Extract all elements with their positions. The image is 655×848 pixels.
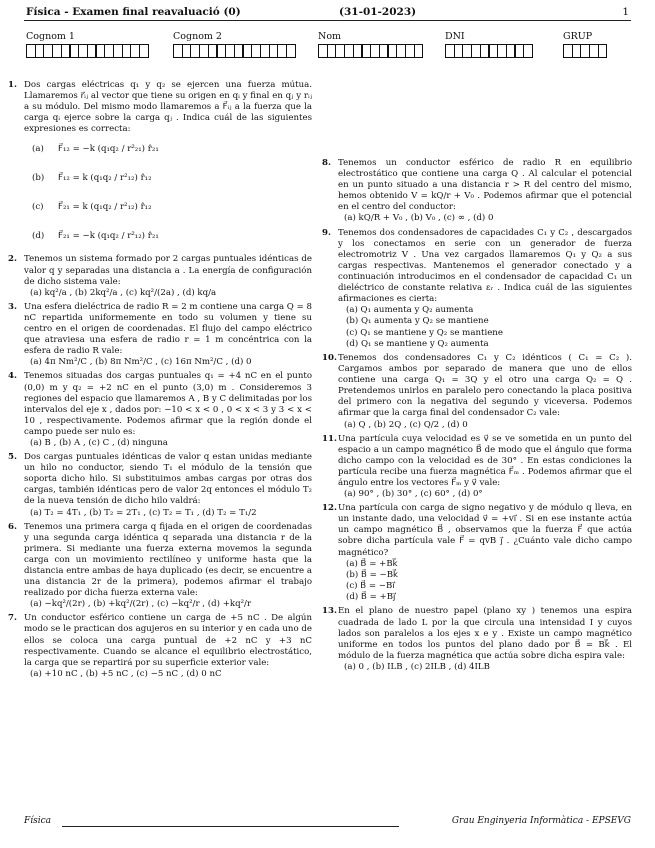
question-options: (a) Q , (b) 2Q , (c) Q/2 , (d) 0 xyxy=(344,419,468,430)
question-number: 13. xyxy=(322,606,337,617)
option-label: (c) xyxy=(32,202,44,213)
footer-rule xyxy=(62,826,399,827)
question-text: Dos cargas puntuales idénticas de valor q estan unidas mediante un hilo no conductor, siendo T₁ el módulo de la tensión que soporta dicho hilo. Si substituimos ambas cargas por otras dos cargas, también idénticas pero de valor 2q entonces el módulo T₂ de la nueva tensión de dicho hilo valdrá: xyxy=(24,452,312,507)
letter-box[interactable] xyxy=(139,44,149,58)
question-number: 1. xyxy=(8,80,17,90)
question-2 xyxy=(8,254,312,298)
left-column xyxy=(8,80,312,683)
question-text: Una partícula con carga de signo negativo y de módulo q lleva, en un instante dado, una velocidad v⃗ = +vı⃗ . Si en ese instante actúa un campo magnético B⃗ , observamos que la fuerza F⃗ que actúa sobre dicha partícula vale F⃗ = qvB ȷ⃗ . ¿Cuánto vale dicho campo magnético? xyxy=(338,503,632,558)
question-text: En el plano de nuestro papel (plano xy ) tenemos una espira cuadrada de lado L por la que circula una intensidad I y cuyos lados son paralelos a los ejes x e y . Existe un campo magnético uniforme en todos los puntos del plano dado por B⃗ = Bk⃗ . El módulo de la fuerza magnética que actúa sobre dicha espira vale: xyxy=(338,606,632,661)
option-d: (d) Q₁ se mantiene y Q₂ aumenta xyxy=(346,338,489,349)
question-number: 2. xyxy=(8,254,17,265)
field-cognom1 xyxy=(26,31,148,58)
question-8 xyxy=(322,158,632,225)
option-a xyxy=(24,135,312,164)
option-label: (d) xyxy=(32,231,45,242)
option-expr: F⃗₂₁ = k (q₁q₂ / r²₁₂) r̂₁₂ xyxy=(58,202,152,213)
footer-degree: Grau Enginyeria Informàtica - EPSEVG xyxy=(451,816,631,826)
option-c: (c) B⃗ = −Bı⃗ xyxy=(346,581,395,592)
question-number: 10. xyxy=(322,352,337,363)
option-c: (c) Q₁ se mantiene y Q₂ se mantiene xyxy=(346,327,503,338)
question-text: Tenemos dos condensadores de capacidades C₁ y C₂ , descargados y los conectamos en serie con un generador de fuerza electromotriz V . Una vez cargados llamaremos Q₁ y Q₂ a sus cargas respectivas. Mantenemos el generador conectado y a continuación introducimos en el condensador de capacidad C₁ un dieléctrico de constante relativa εᵣ . Indica cuál de las siguientes afirmaciones es cierta: xyxy=(338,227,632,305)
question-number: 12. xyxy=(322,503,337,514)
question-12 xyxy=(322,503,632,603)
letter-box[interactable] xyxy=(523,44,533,58)
footer-subject: Física xyxy=(24,816,52,826)
question-7 xyxy=(8,613,312,680)
option-label: (b) xyxy=(32,173,45,184)
option-a: (a) B⃗ = +Bk⃗ xyxy=(346,558,398,569)
question-number: 7. xyxy=(8,613,17,624)
field-label: Cognom 1 xyxy=(26,31,75,42)
exam-date: (31-01-2023) xyxy=(339,6,417,18)
field-label: Nom xyxy=(318,31,342,42)
question-number: 4. xyxy=(8,371,17,382)
question-options: (a) kQ/R + V₀ , (b) V₀ , (c) ∞ , (d) 0 xyxy=(344,213,494,224)
question-5 xyxy=(8,452,312,519)
question-text: Una esfera dieléctrica de radio R = 2 m contiene una carga Q = 8 nC repartida uniformemente en todo su volumen y tiene su centro en el origen de coordenadas. El flujo del campo eléctrico que atraviesa una esfera de radio r = 1 m concéntrica con la esfera de radio R vale: xyxy=(24,301,312,357)
option-c xyxy=(24,193,312,222)
question-options: (a) B , (b) A , (c) C , (d) ninguna xyxy=(30,437,168,448)
field-boxes[interactable] xyxy=(173,44,295,58)
question-text: Un conductor esférico contiene un carga de +5 nC . De algún modo se le practican dos agujeros en su interior y en cada uno de ellos se coloca una carga puntual de +2 nC y +3 nC respectivamente. Cuando se alcance el equilibrio electrostático, la carga que se repartirá por su superficie exterior vale: xyxy=(24,613,312,668)
option-expr: F⃗₂₁ = −k (q₁q₂ / r²₁₂) r̂₂₁ xyxy=(58,231,159,242)
field-dni xyxy=(445,31,532,58)
question-text: Tenemos situadas dos cargas puntuales q₁ = +4 nC en el punto (0,0) m y q₂ = +2 nC en el punto (3,0) m . Consideremos 3 regiones del espacio que llamaremos A , B y C delimitadas por los intervalos del eje x , dados por: −10 < x < 0 , 0 < x < 3 y 3 < x < 10 , respectivamente. Podemos afirmar que la región donde el campo puede ser nulo es: xyxy=(24,371,312,437)
question-options: (a) 0 , (b) ILB , (c) 2ILB , (d) 4ILB xyxy=(344,661,490,672)
option-expr: F⃗₁₂ = k (q₁q₂ / r²₁₂) r̂₁₂ xyxy=(58,173,152,184)
field-label: DNI xyxy=(445,31,465,42)
question-6 xyxy=(8,522,312,611)
field-label: Cognom 2 xyxy=(173,31,222,42)
question-3 xyxy=(8,302,312,369)
question-1 xyxy=(8,80,312,251)
question-text: Tenemos dos condensadores C₁ y C₂ idénticos ( C₁ = C₂ ). Cargamos ambos por separado de manera que uno de ellos contiene una carga Q₁ = 3Q y el otro una carga Q₂ = Q . Pretendemos unirlos en paralelo pero conectando la placa positiva del primero con la negativa del segundo y viceversa. Podemos afirmar que la carga final del condensador C₂ vale: xyxy=(338,352,632,419)
question-options xyxy=(338,559,632,604)
question-text: Tenemos una primera carga q fijada en el origen de coordenadas y una segunda carga idéntica q separada una distancia r de la primera. Si mediante una fuerza externa movemos la segunda carga con un movimiento rectilíneo y uniforme hasta que la distancia entre ambas de haya duplicado (es decir, se encuentre a una distancia 2r de la primera), podemos afirmar el trabajo realizado por dicha fuerza externa vale: xyxy=(24,521,312,599)
option-expr: F⃗₁₂ = −k (q₁q₂ / r²₂₁) r̂₂₁ xyxy=(58,144,159,155)
question-13 xyxy=(322,606,632,673)
question-number: 11. xyxy=(322,433,337,444)
field-grup xyxy=(563,31,607,58)
field-cognom2 xyxy=(173,31,295,58)
question-options: (a) T₂ = 4T₁ , (b) T₂ = 2T₁ , (c) T₂ = T₁ , (d) T₂ = T₁/2 xyxy=(30,507,257,518)
right-column xyxy=(322,158,632,676)
question-number: 9. xyxy=(322,227,331,238)
option-a: (a) Q₁ aumenta y Q₂ aumenta xyxy=(346,305,474,316)
question-4 xyxy=(8,371,312,449)
question-text: Una partícula cuya velocidad es v⃗ se ve sometida en un punto del espacio a un campo magnético B⃗ de modo que el ángulo que forma dicho campo con la velocidad es de 30° . En estas condiciones la partícula recibe una fuerza magnética F⃗ₘ . Podemos afirmar que el ángulo entre los vectores F⃗ₘ y v⃗ vale: xyxy=(338,433,632,488)
question-text: Dos cargas eléctricas q₁ y q₂ se ejercen una fuerza mútua. Llamaremos r⃗ᵢⱼ al vector que tiene su origen en qᵢ y final en qⱼ y rᵢⱼ a su módulo. Del mismo modo llamaremos a F⃗ᵢⱼ a la fuerza que la carga qᵢ ejerce sobre la carga qⱼ . Indica cuál de las siguientes expresiones es correcta: xyxy=(24,80,312,135)
field-label: GRUP xyxy=(563,31,593,42)
field-boxes[interactable] xyxy=(445,44,532,58)
field-nom xyxy=(318,31,422,58)
question-options: (a) 90° , (b) 30° , (c) 60° , (d) 0° xyxy=(344,489,483,500)
letter-box[interactable] xyxy=(286,44,296,58)
page-number: 1 xyxy=(622,6,629,18)
question-number: 6. xyxy=(8,521,17,532)
letter-box[interactable] xyxy=(598,44,608,58)
header-rule xyxy=(24,20,631,21)
option-d: (d) B⃗ = +Bȷ⃗ xyxy=(346,592,396,603)
field-boxes[interactable] xyxy=(26,44,148,58)
question-number: 8. xyxy=(322,158,331,168)
question-9 xyxy=(322,228,632,350)
option-d xyxy=(24,222,312,251)
question-options: (a) +10 nC , (b) +5 nC , (c) −5 nC , (d) 0 nC xyxy=(30,668,222,679)
option-b xyxy=(24,164,312,193)
field-boxes[interactable] xyxy=(563,44,607,58)
question-number: 3. xyxy=(8,301,17,312)
question-text: Tenemos un sistema formado por 2 cargas puntuales idénticas de valor q y separadas una distancia a . La energía de configuración de dicho sistema vale: xyxy=(24,254,312,287)
question-options xyxy=(338,305,632,350)
letter-box[interactable] xyxy=(414,44,424,58)
question-11 xyxy=(322,434,632,501)
option-b: (b) Q₁ aumenta y Q₂ se mantiene xyxy=(346,316,489,327)
exam-title: Física - Examen final reavaluació (0) xyxy=(26,6,241,18)
question-options: (a) kq²/a , (b) 2kq²/a , (c) kq²/(2a) , (d) kq/a xyxy=(30,287,217,298)
question-text: Tenemos un conductor esférico de radio R en equilibrio electrostático que contiene una carga Q . Al calcular el potencial en un punto situado a una distancia r > R del centro del mismo, hemos obtenido V = kQ/r + V₀ . Podemos afirmar que el potencial en el centro del conductor: xyxy=(338,158,632,213)
option-label: (a) xyxy=(32,144,44,155)
page-header xyxy=(26,6,629,20)
question-number: 5. xyxy=(8,452,17,463)
field-boxes[interactable] xyxy=(318,44,422,58)
question-10 xyxy=(322,353,632,431)
option-b: (b) B⃗ = −Bk⃗ xyxy=(346,569,398,580)
question-options: (a) 4π Nm²/C , (b) 8π Nm²/C , (c) 16π Nm²/C , (d) 0 xyxy=(30,357,252,368)
question-options: (a) −kq²/(2r) , (b) +kq²/(2r) , (c) −kq²/r , (d) +kq²/r xyxy=(30,599,252,610)
